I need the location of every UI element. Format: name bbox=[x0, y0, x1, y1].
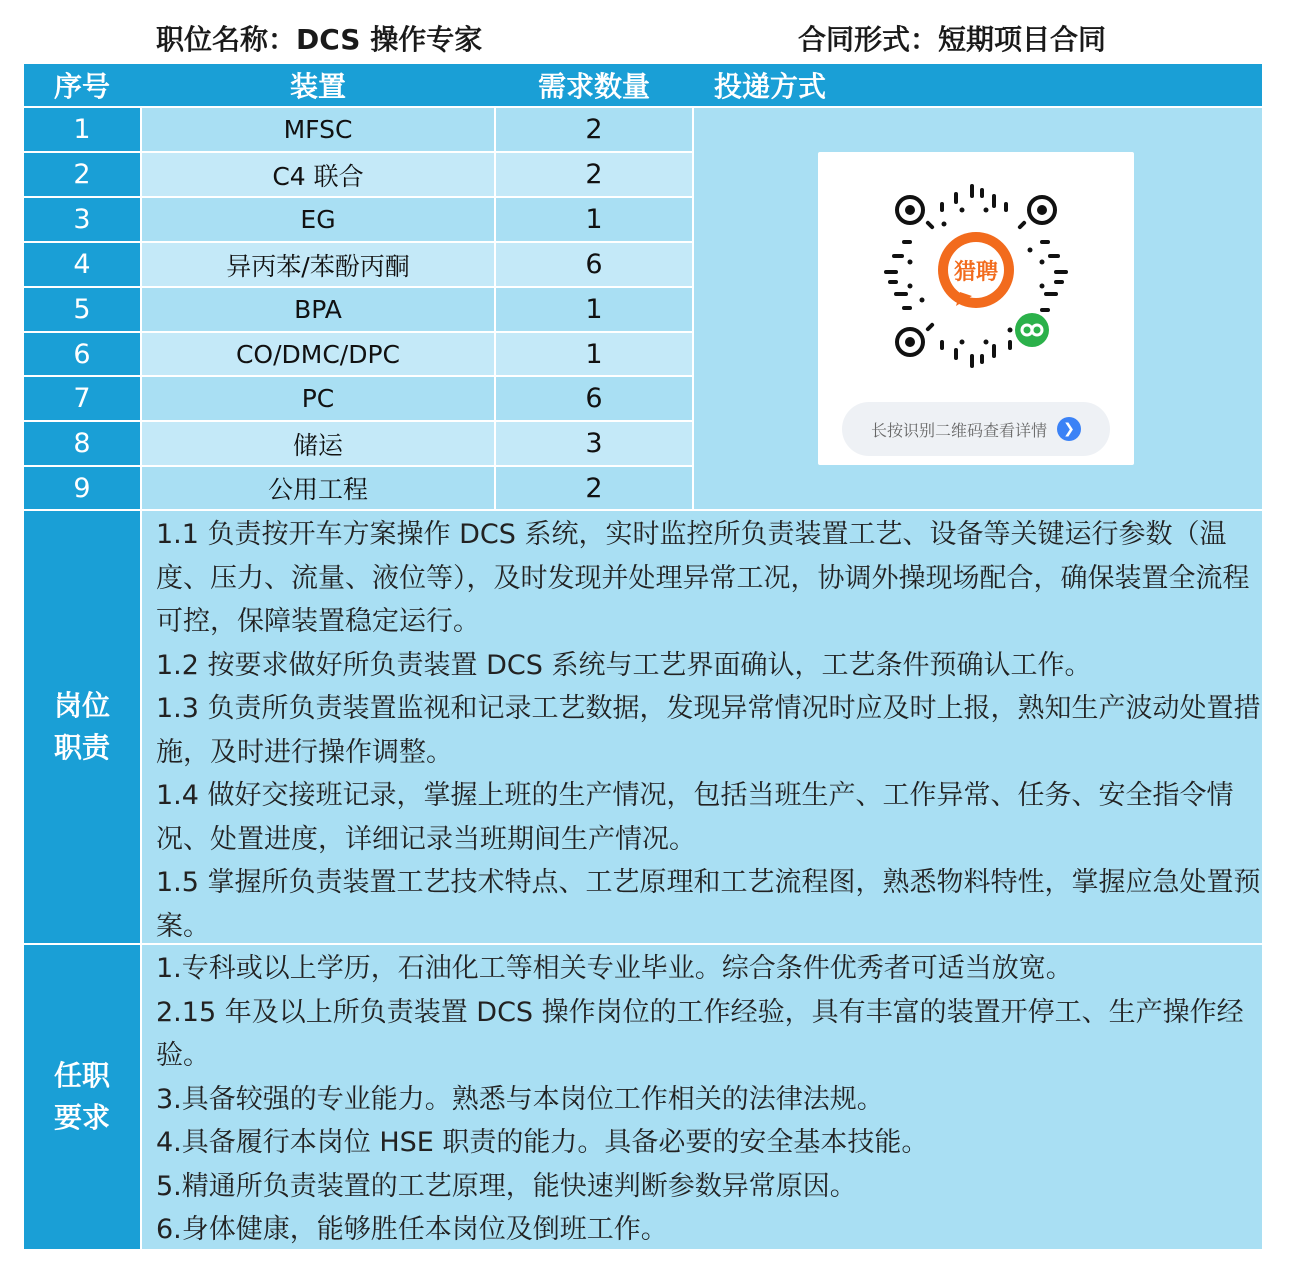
requirements-label: 任职 要求 bbox=[53, 1059, 110, 1134]
duty-item: 1.3 负责所负责装置监视和记录工艺数据，发现异常情况时应及时上报，熟知生产波动处置措施，及时进行操作调整。 bbox=[156, 693, 1261, 768]
duties-content bbox=[142, 511, 1262, 943]
column-header-device: 装置 bbox=[289, 70, 346, 103]
device-name: PC bbox=[142, 377, 494, 420]
requirements-label-cell bbox=[24, 945, 140, 1249]
requirement-item: 6.身体健康，能够胜任本岗位及倒班工作。 bbox=[156, 1214, 668, 1245]
requirement-item: 2.15 年及以上所负责装置 DCS 操作岗位的工作经验，具有丰富的装置开停工、生产操作经验。 bbox=[156, 996, 1244, 1071]
row-number: 5 bbox=[24, 288, 140, 331]
qr-card[interactable] bbox=[818, 152, 1134, 465]
chevron-right-icon[interactable]: ❯ bbox=[1057, 417, 1081, 441]
device-name: 储运 bbox=[142, 422, 494, 465]
row-number: 3 bbox=[24, 198, 140, 241]
required-quantity: 6 bbox=[496, 377, 692, 420]
required-quantity: 3 bbox=[496, 422, 692, 465]
required-quantity: 1 bbox=[496, 333, 692, 375]
device-name: C4 联合 bbox=[142, 153, 494, 196]
duty-item: 1.1 负责按开车方案操作 DCS 系统，实时监控所负责装置工艺、设备等关键运行参数（温度、压力、流量、液位等），及时发现并处理异常工况，协调外操现场配合，确保装置全流程可控，保障装置稳定运行。 bbox=[156, 519, 1250, 637]
row-number: 7 bbox=[24, 377, 140, 420]
qr-code[interactable] bbox=[880, 180, 1072, 372]
row-number: 1 bbox=[24, 108, 140, 151]
required-quantity: 2 bbox=[496, 108, 692, 151]
device-name: CO/DMC/DPC bbox=[142, 333, 494, 375]
position-title: 职位名称：DCS 操作专家 bbox=[156, 23, 483, 56]
row-number: 2 bbox=[24, 153, 140, 196]
row-number: 4 bbox=[24, 243, 140, 286]
duties-label-cell bbox=[24, 511, 140, 943]
qr-hint-pill[interactable] bbox=[842, 402, 1110, 456]
duty-item: 1.4 做好交接班记录，掌握上班的生产情况，包括当班生产、工作异常、任务、安全指令情况、处置进度，详细记录当班期间生产情况。 bbox=[156, 780, 1234, 855]
device-name: 公用工程 bbox=[142, 467, 494, 509]
qr-hint-text: 长按识别二维码查看详情 bbox=[870, 420, 1047, 440]
required-quantity: 2 bbox=[496, 153, 692, 196]
qr-finder-top-right bbox=[1029, 197, 1055, 223]
row-number: 6 bbox=[24, 333, 140, 375]
requirement-item: 1.专科或以上学历，石油化工等相关专业毕业。综合条件优秀者可适当放宽。 bbox=[156, 953, 1073, 984]
column-header-apply: 投递方式 bbox=[713, 70, 826, 103]
duty-item: 1.5 掌握所负责装置工艺技术特点、工艺原理和工艺流程图，熟悉物料特性，掌握应急处置预案。 bbox=[156, 867, 1261, 942]
contract-type: 合同形式：短期项目合同 bbox=[798, 23, 1107, 56]
column-header-qty: 需求数量 bbox=[537, 70, 650, 103]
row-number: 9 bbox=[24, 467, 140, 509]
qr-logo-text: 猎聘 bbox=[953, 260, 999, 285]
row-number: 8 bbox=[24, 422, 140, 465]
required-quantity: 1 bbox=[496, 288, 692, 331]
column-header-no: 序号 bbox=[53, 70, 110, 103]
device-name: BPA bbox=[142, 288, 494, 331]
requirements-content bbox=[142, 945, 1262, 1249]
duties-label: 岗位 职责 bbox=[53, 689, 110, 764]
device-name: MFSC bbox=[142, 108, 494, 151]
requirement-item: 5.精通所负责装置的工艺原理，能快速判断参数异常原因。 bbox=[156, 1170, 857, 1202]
required-quantity: 1 bbox=[496, 198, 692, 241]
device-name: 异丙苯/苯酚丙酮 bbox=[142, 243, 494, 286]
duty-item: 1.2 按要求做好所负责装置 DCS 系统与工艺界面确认，工艺条件预确认工作。 bbox=[156, 649, 1092, 681]
required-quantity: 6 bbox=[496, 243, 692, 286]
device-name: EG bbox=[142, 198, 494, 241]
requirement-item: 3.具备较强的专业能力。熟悉与本岗位工作相关的法律法规。 bbox=[156, 1083, 884, 1115]
qr-finder-bottom-left bbox=[897, 329, 923, 355]
required-quantity: 2 bbox=[496, 467, 692, 509]
requirement-item: 4.具备履行本岗位 HSE 职责的能力。具备必要的安全基本技能。 bbox=[156, 1127, 929, 1158]
qr-finder-top-left bbox=[897, 197, 923, 223]
